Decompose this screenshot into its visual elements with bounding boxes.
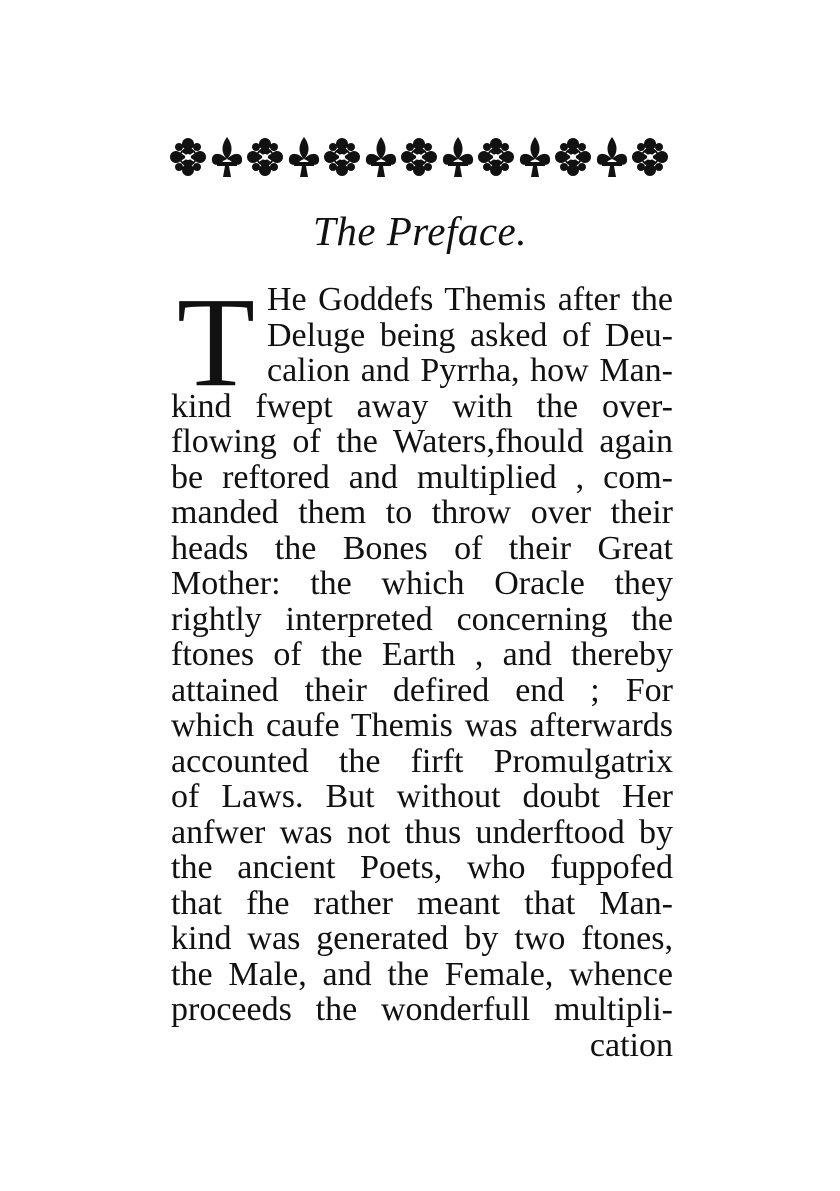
fleur-icon [440,135,476,179]
page-title: The Preface. [313,208,527,254]
text-line: the Male, and the Female, whence [171,955,673,993]
flower-icon [170,135,206,179]
text-line: that fhe rather meant that Man- [171,884,673,922]
flower-icon [632,135,668,179]
fleur-icon [517,135,553,179]
text-line: which caufe Themis was afterwards [171,707,673,744]
printers-ornament-band [170,128,668,186]
flower-icon [555,135,591,179]
text-line: rightly interpreted concerning the [171,600,673,638]
text-line: Deluge being asked of Deu- [267,316,673,354]
flower-icon [401,135,437,179]
text-line: kind was generated by two ftones, [171,920,673,957]
text-line: the ancient Poets, who fuppofed [171,849,673,886]
fleur-icon [209,135,245,179]
text-line: anfwer was not thus underftood by [171,813,673,851]
text-line: accounted the firft Promulgatrix [171,742,673,780]
text-line: of Laws. But without doubt Her [171,778,673,815]
text-line: be reftored and multiplied , com- [171,458,673,496]
text-line: kind fwept away with the over- [171,387,673,425]
text-line: He Goddefs Themis after the [267,281,673,318]
text-line: attained their defired end ; For [171,671,673,709]
text-line: proceeds the wonderfull multipli- [171,991,673,1028]
fleur-icon [594,135,630,179]
text-line: manded them to throw over their [171,494,673,531]
flower-icon [478,135,514,179]
text-line: flowing of the Waters,fhould again [171,423,673,460]
text-line: Mother: the which Oracle they [171,565,673,602]
text-line: heads the Bones of their Great [171,529,673,567]
text-line: ftones of the Earth , and thereby [171,636,673,673]
catchword: cation [589,1026,673,1064]
preface-text [171,271,673,1064]
drop-capital-letter: T [176,271,256,413]
flower-icon [247,135,283,179]
fleur-icon [363,135,399,179]
text-line: calion and Pyrrha, how Man- [267,352,673,389]
fleur-icon [286,135,322,179]
flower-icon [324,135,360,179]
